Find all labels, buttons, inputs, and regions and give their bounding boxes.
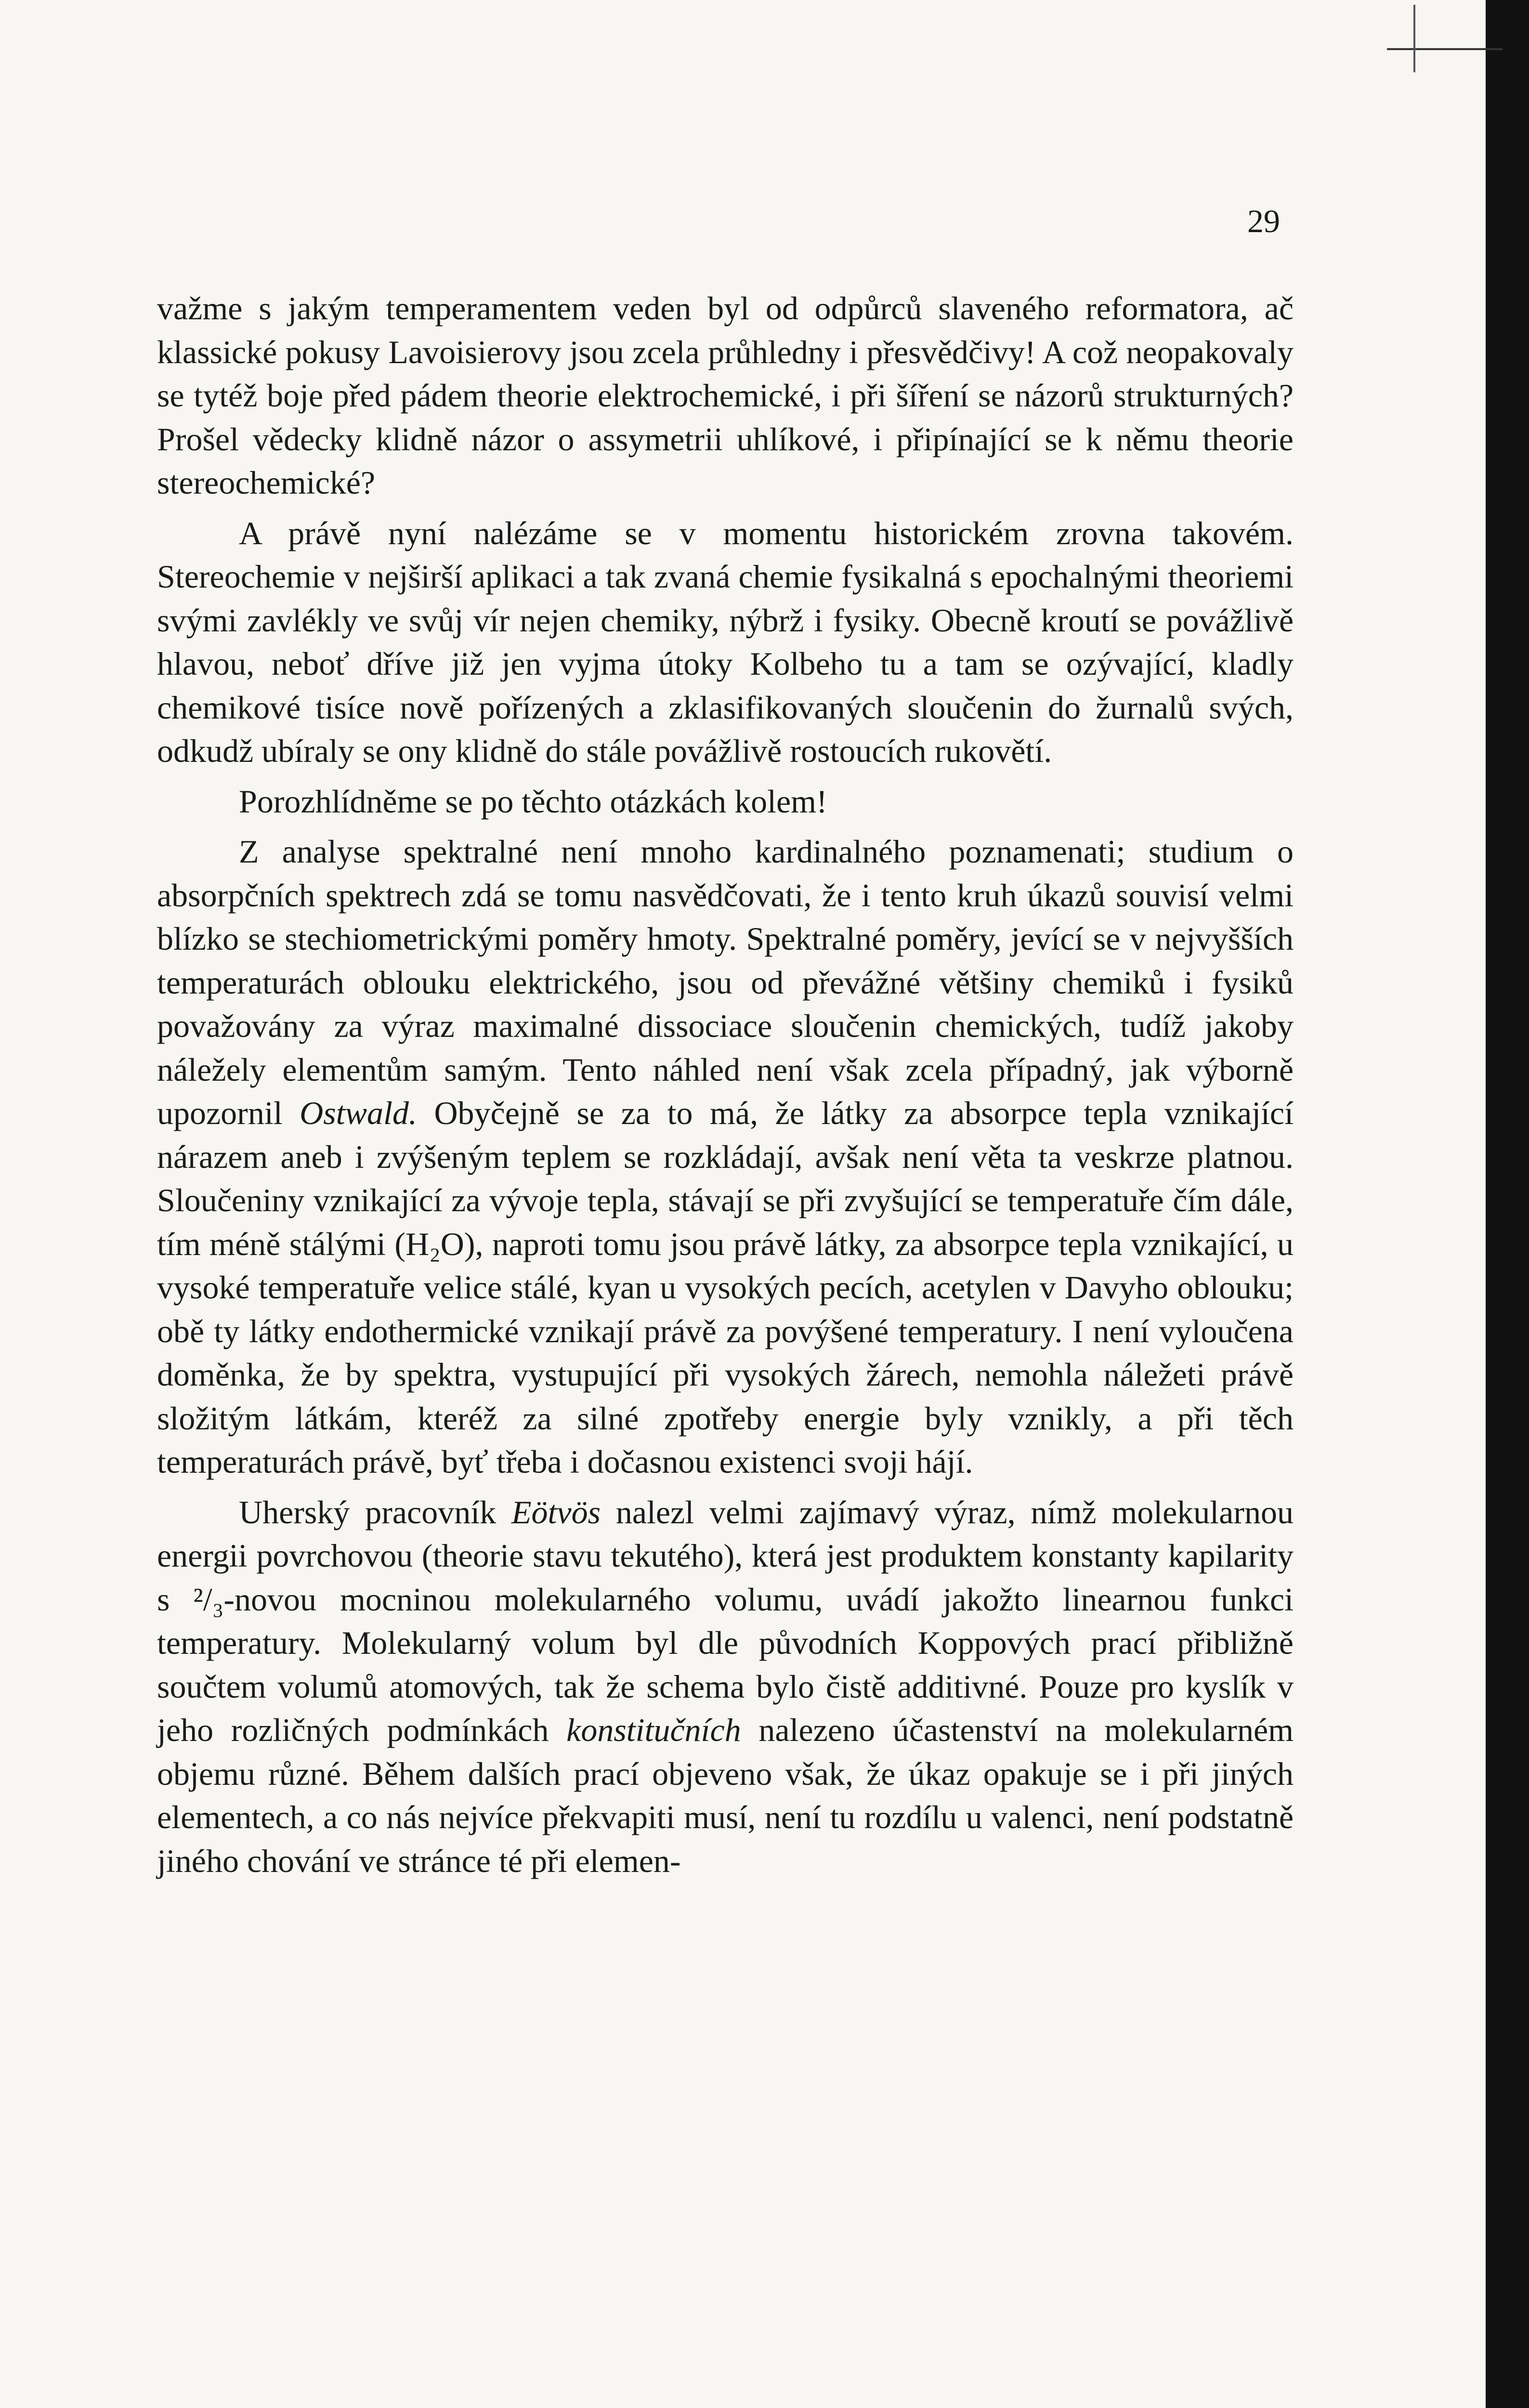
paragraph-text: naproti tomu jsou právě látky, za absorpce tepla vznikající, u vysoké temperatuře velice stálé, kyan u vysokých pecích, acetylen v Davyho oblouku; obě ty látky endothermické vznikají právě za povýšené temperatury. I není vyloučena doměnka, že by spektra, vystupující při vysokých žárech, nemohla náležeti právě složitým látkám, kteréž za silné zpotřeby energie byly vznikly, a při těch temperaturách právě, byť třeba i dočasnou existenci svoji hájí. [157, 1225, 1294, 1480]
emphasis-konstitucnich: konstitučních [566, 1712, 741, 1748]
paragraph-text: mocninou molekularného volumu, uvádí jakožto linearnou funkci temperatury. Molekularný volum byl dle původních Koppových prací přibližně součtem volumů atomových, tak že schema bylo čistě additivné. Pouze pro kyslík v jeho rozličných podmínkách [157, 1581, 1294, 1748]
paragraph-text: nalezeno účastenství na molekularném objemu různé. Během dalších prací objeveno však, že úkaz opakuje se i při jiných elementech, a co nás nejvíce překvapiti musí, není tu rozdílu u valenci, není podstatně jiného chování ve stránce té při elemen- [157, 1712, 1294, 1879]
author-name-eotvos: Eötvös [511, 1493, 601, 1531]
scan-edge-tick [1413, 5, 1415, 72]
paragraph-text: Z analyse spektralné není mnoho kardinalného poznamenati; studium o absorpčních spektrech zdá se tomu nasvědčovati, že i tento kruh úkazů souvisí velmi blízko se stechiometrickými poměry hmoty. Spektralné poměry, jevící se v nejvyšších temperaturách oblouku elektrického, jsou od převážné většiny chemiků i fysiků považovány za výraz maximalné dissociace sloučenin chemických, tudíž jakoby náležely elementům samým. Tento náhled není však zcela případný, jak výborně upozornil [157, 833, 1294, 1131]
page-number: 29 [1247, 203, 1280, 239]
paragraph [157, 1491, 1294, 1883]
paragraph [157, 830, 1294, 1484]
scan-edge-line [1387, 48, 1503, 50]
fraction-power: ²/₃-novou [193, 1581, 317, 1618]
water-formula: (H₂O), [394, 1225, 484, 1262]
paragraph-text: Uherský pracovník [239, 1493, 497, 1531]
body-text [157, 287, 1294, 1889]
paragraph: važme s jakým temperamentem veden byl od odpůrců slaveného reformatora, ač klassické pokusy Lavoisierovy jsou zcela průhledny i přesvědčivy! A což neopakovaly se tytéž boje před pádem theorie elektrochemické, i při šíření se názorů strukturných? Prošel vědecky klidně názor o assymetrii uhlíkové, i připínající se k němu theorie stereochemické? [157, 290, 1294, 501]
paragraph: A právě nyní nalézáme se v momentu historickém zrovna takovém. Stereochemie v nejširší aplikaci a tak zvaná chemie fysikalná s epochalnými theoriemi svými zavlékly ve svůj vír nejen chemiky, nýbrž i fysiky. Obecně kroutí se povážlivě hlavou, neboť dříve již jen vyjma útoky Kolbeho tu a tam se ozývající, kladly chemikové tisíce nově pořízených a zklasifikovaných sloučenin do žurnalů svých, odkudž ubíraly se ony klidně do stále povážlivě rostoucích rukovětí. [157, 514, 1294, 769]
paragraph-text: Obyčejně se za to má, že látky za absorpce tepla vznikající nárazem aneb i zvýšeným teplem se rozkládají, avšak není věta ta veskrze platnou. Sloučeniny vznikající za vývoje tepla, stávají se při zvyšující se temperatuře čím dále, tím méně stálými [157, 1095, 1294, 1262]
paragraph-text: nalezl velmi zajímavý výraz, nímž molekularnou energii povrchovou (theorie stavu tekutého), která jest produktem konstanty kapilarity s [157, 1493, 1294, 1618]
author-name-ostwald: Ostwald. [300, 1095, 417, 1131]
paragraph: Porozhlídněme se po těchto otázkách kolem! [239, 783, 827, 820]
scan-border [1486, 0, 1529, 2408]
